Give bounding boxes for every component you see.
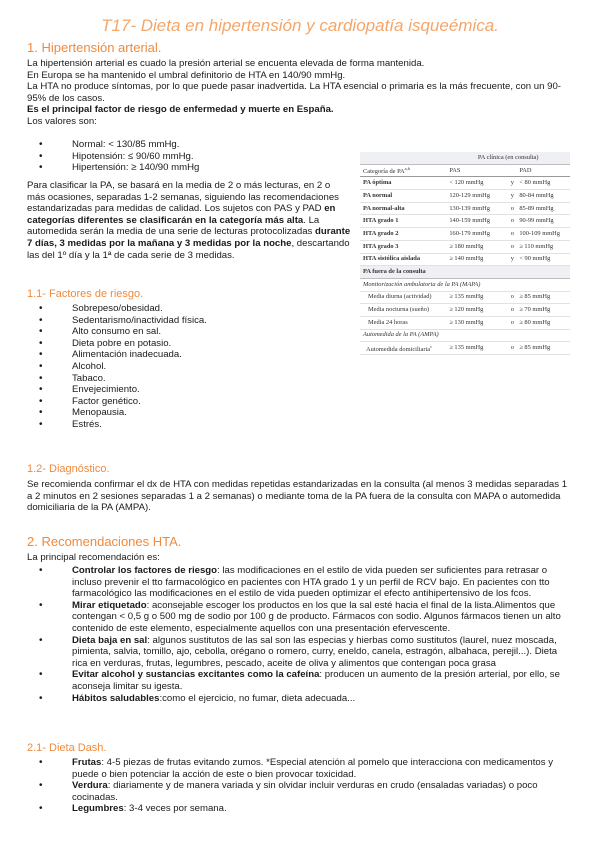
table-row: Automedida domiciliaria$^c$ ≥ 135 mmHg o ≥ 85 mmHg xyxy=(360,342,570,355)
column-header: PAS xyxy=(446,164,508,177)
bp-classification-table xyxy=(360,152,570,355)
risk-factors-list xyxy=(27,303,347,431)
list-item: • Alimentación inadecuada. xyxy=(27,349,347,361)
list-item: • Factor genético. xyxy=(27,396,347,408)
list-item: • Estrés. xyxy=(27,419,347,431)
list-item: • Hipotensión: ≤ 90/60 mmHg. xyxy=(27,151,347,163)
list-item: • Sobrepeso/obesidad. xyxy=(27,303,347,315)
table-header-row xyxy=(360,164,570,177)
list-item: • Hábitos saludables:como el ejercicio, no fumar, dieta adecuada... xyxy=(27,693,575,705)
list-item: • Legumbres: 3-4 veces por semana. xyxy=(27,803,575,815)
bold-text: Es el principal factor de riesgo de enfermedad y muerte en España. xyxy=(27,104,334,116)
table-group-header xyxy=(360,152,570,164)
diagnosis-paragraph: Se recomienda confirmar el dx de HTA con medidas repetidas estandarizadas en la consulta (al menos 3 medidas separadas 1 a 2 minutos en 2 sesiones separadas 1 a 2 semanas) o mediante toma de la PA fuera de la consulta con MAPA o automedida domiciliaria de la PA (AMPA). xyxy=(27,479,568,514)
column-header: PAD xyxy=(516,164,570,177)
section-1-1-heading: 1.1- Factores de riesgo. xyxy=(27,288,144,300)
document-title: T17- Dieta en hipertensión y cardiopatía isqueémica. xyxy=(101,16,499,35)
paragraph: En Europa se ha mantenido el umbral definitorio de HTA en 140/90 mmHg. xyxy=(27,69,346,81)
dash-diet-list xyxy=(27,757,575,815)
table-subsection-header: Monitorización ambulatoria de la PA (MAPA) xyxy=(360,278,570,291)
table-group-label: PA clínica (en consulta) xyxy=(446,152,570,164)
table-row: Media nocturna (sueño) ≥ 120 mmHg o ≥ 70 mmHg xyxy=(360,304,570,317)
table-row: Media diurna (actividad) ≥ 135 mmHg o ≥ 85 mmHg xyxy=(360,291,570,304)
section-2-heading: 2. Recomendaciones HTA. xyxy=(27,534,182,549)
list-item: • Mirar etiquetado: aconsejable escoger los productos en los que la sal esté hacia el final de la lista.Alimentos que contengan < 0,5 g o 500 mg de sodio por 100 g de producto. Fármacos con sodio. Algunos fármacos tienen un alto contenido de este elemento, especialmente aquellos con una presentación efervescente. xyxy=(27,600,575,635)
paragraph: La principal recomendación es: xyxy=(27,552,160,563)
section-2-1-heading: 2.1- Dieta Dash. xyxy=(27,742,107,754)
paragraph: La hipertensión arterial es cuado la presión arterial se encuenta elevada de forma mantenida. xyxy=(27,58,425,69)
table-row: PA óptima < 120 mmHg y < 80 mmHg xyxy=(360,177,570,190)
table-row: PA normal-alta 130-139 mmHg o 85-89 mmHg xyxy=(360,202,570,215)
list-item: • Dieta pobre en potasio. xyxy=(27,338,347,350)
list-item: • Frutas: 4-5 piezas de frutas evitando zumos. *Especial atención al pomelo que interacciona con medicamentos y puede o bien potenciar la acción de este o bien provocar toxicidad. xyxy=(27,757,575,780)
list-item: • Hipertensión: ≥ 140/90 mmHg xyxy=(27,162,347,174)
section-1-intro xyxy=(27,58,575,128)
list-item: • Tabaco. xyxy=(27,373,347,385)
list-item: • Sedentarismo/inactividad física. xyxy=(27,315,347,327)
table-row: HTA grado 3 ≥ 180 mmHg o ≥ 110 mmHg xyxy=(360,240,570,253)
recommendations-list xyxy=(27,565,575,704)
bp-values-list xyxy=(27,139,347,174)
section-1-heading: 1. Hipertensión arterial. xyxy=(27,40,162,55)
classification-paragraph: Para clasificar la PA, se basará en la media de 2 o más lecturas, en 2 o más ocasiones, separadas 1-2 semanas, siguiendo las recomendaciones estandarizadas para medidas de calidad. Los sujetos con PAS y PAD en categorías diferentes se clasificarán en la categoría más alta. La automedida serán la media de una serie de lecturas protocolizadas durante 7 días, 3 medidas por la mañana y 3 medidas por la noche, descartando las del 1º día y la 1ª de cada serie de 3 medidas. xyxy=(27,180,351,261)
table-row: PA normal 120-129 mmHg y 80-84 mmHg xyxy=(360,190,570,203)
table-row: HTA grado 2 160-179 mmHg o 100-109 mmHg xyxy=(360,228,570,241)
paragraph: La HTA no produce síntomas, por lo que puede pasar inadvertida. La HTA esencial o primaria es la más frecuente, con un 90-95% de los casos. xyxy=(27,81,561,104)
list-item: • Evitar alcohol y sustancias excitantes como la cafeína: producen un aumento de la presión arterial, por ello, se aconseja limitar su igesta. xyxy=(27,669,575,692)
table-section-header: PA fuera de la consulta xyxy=(360,266,570,279)
list-item: • Dieta baja en sal: algunos sustitutos de las sal son las especias y hierbas como sustitutos (laurel, nuez moscada, pimienta, salvia, tomillo, ajo, cebolla, orégano o romero, curry, eneldo, canela, estragón, albahaca, perejil...). Dieta rica en verduras, frutas, legumbres, pescado, aceite de oliva y alimentos que contengan poca grasa xyxy=(27,635,575,670)
list-item: • Normal: < 130/85 mmHg. xyxy=(27,139,347,151)
list-item: • Verdura: diariamente y de manera variada y sin olvidar incluir verduras en crudo (ensaladas variadas) o poco cocinadas. xyxy=(27,780,575,803)
list-item: • Envejecimiento. xyxy=(27,384,347,396)
list-item: • Alto consumo en sal. xyxy=(27,326,347,338)
table-row: Media 24 horas ≥ 130 mmHg o ≥ 80 mmHg xyxy=(360,316,570,329)
list-item: • Controlar los factores de riesgo: las modificaciones en el estilo de vida pueden ser suficientes para retrasar o incluso prevenir el tto farmacológico en pacientes con HTA grado 1 y un perfil de RCV bajo. En pacientes con tto farmacológico las modificaciones en el estilo de vida pueden optimizar el efecto antihipertensivo de los fcos. xyxy=(27,565,575,600)
paragraph xyxy=(27,104,575,116)
column-header: Categoría de PA$^{a,b}$ xyxy=(360,164,446,177)
paragraph: Los valores son: xyxy=(27,115,97,127)
list-item: • Menopausia. xyxy=(27,407,347,419)
table-subsection-header: Automedida de la PA (AMPA) xyxy=(360,329,570,342)
list-item: • Alcohol. xyxy=(27,361,347,373)
table-row: HTA grado 1 140-159 mmHg o 90-99 mmHg xyxy=(360,215,570,228)
table-row: HTA sistólica aislada ≥ 140 mmHg y < 90 mmHg xyxy=(360,253,570,266)
section-1-2-heading: 1.2- Diagnóstico. xyxy=(27,463,110,475)
